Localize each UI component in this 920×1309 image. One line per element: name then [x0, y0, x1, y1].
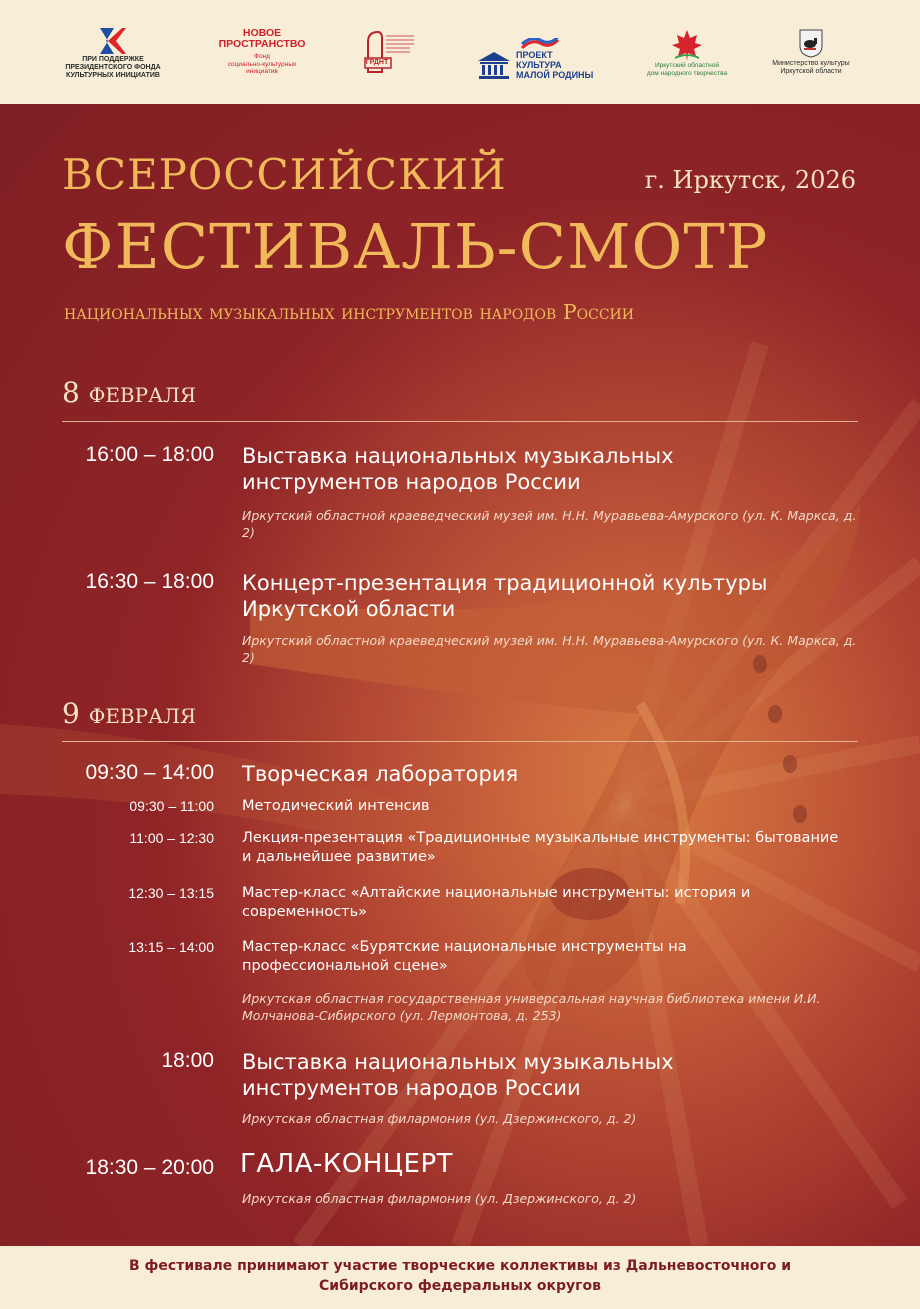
- regional-folk-art-house-caption: Иркутский областной дом народного творчества: [646, 62, 728, 77]
- session-2-time: 11:00 – 12:30: [129, 830, 214, 846]
- partner-logos-strip: [0, 0, 920, 104]
- day-2-label: 9 февраля: [62, 697, 197, 730]
- festival-subtitle: национальных музыкальных инструментов народов России: [64, 300, 634, 324]
- session-1-time: 09:30 – 11:00: [129, 798, 214, 814]
- presidential-fund-mark-icon: [96, 26, 130, 56]
- gala-time: 18:30 – 20:00: [85, 1156, 214, 1179]
- day-1-divider: [62, 421, 858, 422]
- session-3-time: 12:30 – 13:15: [128, 885, 214, 901]
- presidential-fund-logo: [58, 26, 168, 88]
- day-1-event-2-venue: Иркутский областной краеведческий музей им. Н.Н. Муравьева-Амурского (ул. К. Маркса, д. 2): [242, 633, 857, 665]
- culture-of-small-homeland-logo: [476, 34, 596, 96]
- festival-title-line-1: ВСЕРОССИЙСКИЙ: [62, 150, 507, 199]
- session-4-title: Мастер-класс «Бурятские национальные инструменты на профессиональной сцене»: [242, 939, 687, 974]
- coat-of-arms-icon: [798, 28, 824, 58]
- culture-of-small-homeland-caption: ПРОЕКТ КУЛЬТУРА МАЛОЙ РОДИНЫ: [516, 50, 594, 80]
- new-space-logo: [212, 28, 312, 90]
- gala-title: ГАЛА-КОНЦЕРТ: [240, 1149, 454, 1179]
- day-2-event-2-time: 18:00: [161, 1049, 214, 1072]
- new-space-title-2: ПРОСТРАНСТВО: [218, 38, 306, 50]
- flag-ribbon-icon: [520, 38, 560, 52]
- presidential-fund-caption: ПРИ ПОДДЕРЖКЕ ПРЕЗИДЕНТСКОГО ФОНДА КУЛЬТУРНЫХ ИНИЦИАТИВ: [65, 56, 161, 79]
- day-2-event-2-venue: Иркутская областная филармония (ул. Дзержинского, д. 2): [242, 1111, 637, 1126]
- day-1-event-2-time: 16:30 – 18:00: [85, 570, 214, 593]
- ministry-of-culture-logo: [766, 28, 856, 90]
- maple-leaf-icon: [671, 28, 703, 62]
- day-1-label: 8 февраля: [62, 376, 197, 409]
- city-and-year: г. Иркутск, 2026: [644, 166, 856, 194]
- session-3-title: Мастер-класс «Алтайские национальные инструменты: история и современность»: [242, 885, 751, 920]
- session-1-title: Методический интенсив: [242, 798, 430, 814]
- day-2-divider: [62, 741, 858, 742]
- footer-note: [0, 1246, 920, 1309]
- day-2-event-1-time: 09:30 – 14:00: [85, 761, 214, 784]
- gala-venue: Иркутская областная филармония (ул. Дзержинского, д. 2): [242, 1191, 637, 1206]
- festival-title-line-2: ФЕСТИВАЛЬ-СМОТР: [62, 210, 769, 283]
- footer-text: В фестивале принимают участие творческие коллективы из Дальневосточного и Сибирского федеральных округов: [128, 1258, 791, 1294]
- day-2-event-1-venue: Иркутская областная государственная универсальная научная библиотека имени И.И. Молчанова-Сибирского (ул. Лермонтова, д. 253): [242, 991, 821, 1023]
- day-1-event-1-venue: Иркутский областной краеведческий музей им. Н.Н. Муравьева-Амурского (ул. К. Маркса, д. 2): [242, 508, 857, 540]
- day-2-event-1-title: Творческая лаборатория: [242, 762, 519, 786]
- gdnt-logo: [358, 28, 418, 90]
- day-1-event-1-time: 16:00 – 18:00: [85, 443, 214, 466]
- session-4-time: 13:15 – 14:00: [128, 939, 214, 955]
- museum-building-icon: [476, 50, 512, 80]
- ministry-of-culture-caption: Министерство культуры Иркутской области: [772, 60, 850, 75]
- session-2-title: Лекция-презентация «Традиционные музыкальные инструменты: бытование и дальнейшее развитие»: [242, 830, 839, 865]
- regional-folk-art-house-logo: [646, 28, 728, 90]
- day-2-event-2-title: Выставка национальных музыкальных инструментов народов России: [242, 1050, 674, 1100]
- day-1-event-2-title: Концерт-презентация традиционной культуры Иркутской области: [242, 571, 768, 621]
- gdnt-name: ГРДНТ: [365, 59, 389, 66]
- new-space-caption: Фонд социально-культурных инициатив: [227, 53, 297, 75]
- new-space-title-1: НОВОЕ: [242, 27, 282, 39]
- day-1-event-1-title: Выставка национальных музыкальных инструментов народов России: [242, 444, 674, 494]
